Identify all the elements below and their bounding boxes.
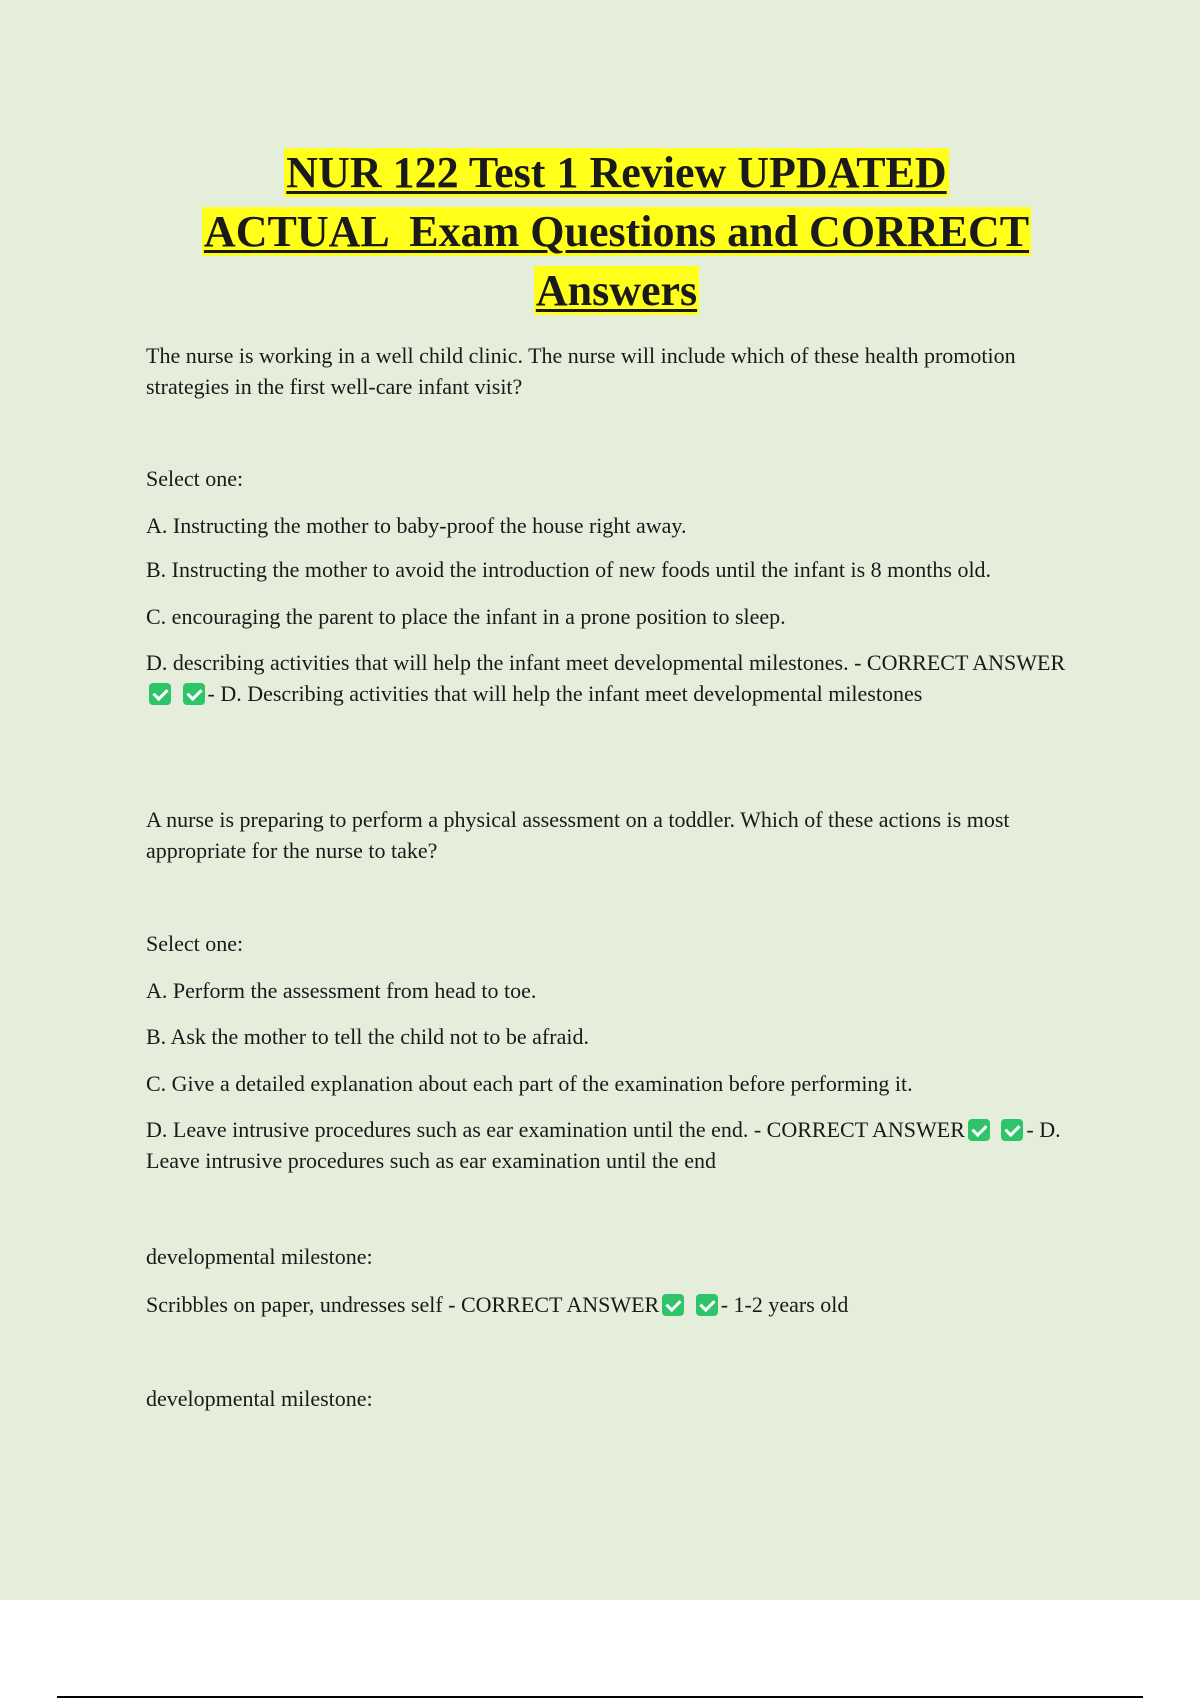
check-mark-icon (183, 683, 205, 705)
question-3-answer (146, 1289, 1086, 1320)
check-mark-icon (1001, 1119, 1023, 1141)
title-line-2: ACTUAL Exam Questions and CORRECT (203, 207, 1030, 256)
question-2-answer-text: - D. Leave intrusive procedures such as ear examination until the end (146, 1117, 1061, 1173)
question-1-option-d (146, 647, 1086, 709)
check-mark-icon (662, 1294, 684, 1316)
question-1-answer-text: - D. Describing activities that will help the infant meet developmental milestones (207, 681, 923, 706)
check-mark-icon (696, 1294, 718, 1316)
document-title (0, 143, 1200, 320)
question-2-option-c: C. Give a detailed explanation about each part of the examination before performing it. (146, 1071, 913, 1096)
question-3-answer-text: Scribbles on paper, undresses self - CORRECT ANSWER (146, 1292, 660, 1317)
question-3-answer-value: - 1-2 years old (720, 1292, 849, 1317)
question-2-select-label: Select one: (146, 931, 244, 956)
question-2-stem: A nurse is preparing to perform a physical assessment on a toddler. Which of these actions is most appropriate for the nurse to take? (146, 807, 1010, 863)
question-1-option-a: A. Instructing the mother to baby-proof the house right away. (146, 513, 687, 538)
title-line-3: Answers (535, 266, 698, 315)
question-4-stem: developmental milestone: (146, 1386, 373, 1411)
question-1-option-c: C. encouraging the parent to place the infant in a prone position to sleep. (146, 604, 786, 629)
check-mark-icon (968, 1119, 990, 1141)
question-2-option-d-text: D. Leave intrusive procedures such as ear examination until the end. - CORRECT ANSWER (146, 1117, 965, 1142)
check-mark-icon (149, 683, 171, 705)
footer-divider (57, 1696, 1143, 1698)
question-1-stem: The nurse is working in a well child clinic. The nurse will include which of these health promotion strategies in the first well-care infant visit? (146, 343, 1016, 399)
question-2-option-d (146, 1114, 1086, 1176)
title-line-1: NUR 122 Test 1 Review UPDATED (286, 148, 947, 197)
question-3-stem: developmental milestone: (146, 1244, 373, 1269)
question-1-option-b: B. Instructing the mother to avoid the introduction of new foods until the infant is 8 months old. (146, 557, 992, 582)
question-1-select-label: Select one: (146, 466, 244, 491)
question-2-option-a: A. Perform the assessment from head to toe. (146, 978, 537, 1003)
question-2-option-b: B. Ask the mother to tell the child not to be afraid. (146, 1024, 589, 1049)
question-1-option-d-text: D. describing activities that will help the infant meet developmental milestones. - CORRECT ANSWER (146, 650, 1066, 675)
